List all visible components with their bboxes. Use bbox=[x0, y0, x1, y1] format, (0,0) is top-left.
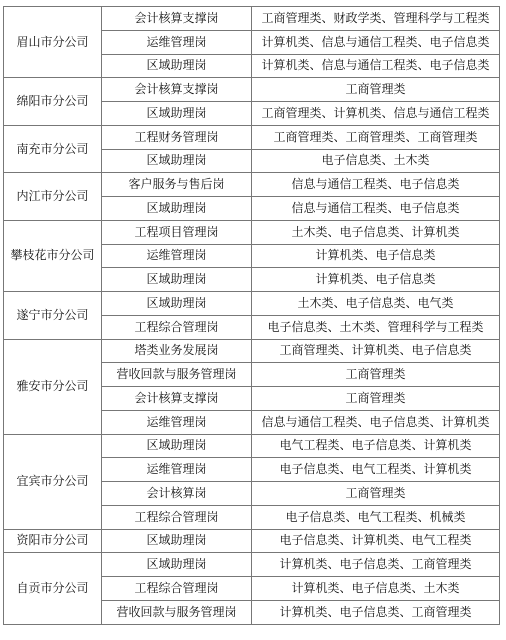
position-cell: 工程综合管理岗 bbox=[102, 577, 252, 601]
position-cell: 区域助理岗 bbox=[102, 434, 252, 458]
position-cell: 会计核算岗 bbox=[102, 482, 252, 506]
position-cell: 营收回款与服务管理岗 bbox=[102, 363, 252, 387]
position-cell: 区域助理岗 bbox=[102, 529, 252, 553]
majors-cell: 土木类、电子信息类、计算机类 bbox=[252, 220, 500, 244]
position-cell: 会计核算支撑岗 bbox=[102, 78, 252, 102]
majors-cell: 计算机类、信息与通信工程类、电子信息类 bbox=[252, 54, 500, 78]
table-row bbox=[4, 125, 500, 149]
majors-cell: 电子信息类、电气工程类、机械类 bbox=[252, 505, 500, 529]
majors-cell: 工商管理类、工商管理类、工商管理类 bbox=[252, 125, 500, 149]
position-cell: 区域助理岗 bbox=[102, 197, 252, 221]
majors-cell: 工商管理类、计算机类、电子信息类 bbox=[252, 339, 500, 363]
positions-table bbox=[3, 6, 500, 625]
position-cell: 塔类业务发展岗 bbox=[102, 339, 252, 363]
branch-name-cell: 攀枝花市分公司 bbox=[4, 220, 102, 291]
position-cell: 区域助理岗 bbox=[102, 553, 252, 577]
table-row bbox=[4, 173, 500, 197]
majors-cell: 土木类、电子信息类、电气类 bbox=[252, 292, 500, 316]
majors-cell: 工商管理类 bbox=[252, 387, 500, 411]
majors-cell: 计算机类、电子信息类、土木类 bbox=[252, 577, 500, 601]
majors-cell: 计算机类、电子信息类 bbox=[252, 268, 500, 292]
majors-cell: 计算机类、电子信息类 bbox=[252, 244, 500, 268]
majors-cell: 工商管理类 bbox=[252, 78, 500, 102]
majors-cell: 工商管理类、财政学类、管理科学与工程类 bbox=[252, 7, 500, 31]
branch-name-cell: 雅安市分公司 bbox=[4, 339, 102, 434]
branch-name-cell: 绵阳市分公司 bbox=[4, 78, 102, 126]
majors-cell: 工商管理类 bbox=[252, 482, 500, 506]
majors-cell: 电气工程类、电子信息类、计算机类 bbox=[252, 434, 500, 458]
branch-name-cell: 资阳市分公司 bbox=[4, 529, 102, 553]
majors-cell: 计算机类、电子信息类、工商管理类 bbox=[252, 553, 500, 577]
table-row bbox=[4, 434, 500, 458]
position-cell: 区域助理岗 bbox=[102, 268, 252, 292]
table-row bbox=[4, 529, 500, 553]
position-cell: 区域助理岗 bbox=[102, 54, 252, 78]
branch-name-cell: 宜宾市分公司 bbox=[4, 434, 102, 529]
position-cell: 客户服务与售后岗 bbox=[102, 173, 252, 197]
table-row bbox=[4, 292, 500, 316]
majors-cell: 工商管理类 bbox=[252, 363, 500, 387]
majors-cell: 工商管理类、计算机类、信息与通信工程类 bbox=[252, 102, 500, 126]
positions-table-body bbox=[4, 7, 500, 625]
majors-cell: 信息与通信工程类、电子信息类、计算机类 bbox=[252, 410, 500, 434]
majors-cell: 计算机类、信息与通信工程类、电子信息类 bbox=[252, 30, 500, 54]
position-cell: 工程综合管理岗 bbox=[102, 315, 252, 339]
majors-cell: 信息与通信工程类、电子信息类 bbox=[252, 197, 500, 221]
branch-name-cell: 自贡市分公司 bbox=[4, 553, 102, 624]
branch-name-cell: 南充市分公司 bbox=[4, 125, 102, 173]
position-cell: 区域助理岗 bbox=[102, 149, 252, 173]
position-cell: 运维管理岗 bbox=[102, 458, 252, 482]
position-cell: 运维管理岗 bbox=[102, 410, 252, 434]
majors-cell: 信息与通信工程类、电子信息类 bbox=[252, 173, 500, 197]
position-cell: 营收回款与服务管理岗 bbox=[102, 600, 252, 624]
majors-cell: 电子信息类、计算机类、电气工程类 bbox=[252, 529, 500, 553]
position-cell: 运维管理岗 bbox=[102, 244, 252, 268]
majors-cell: 电子信息类、电气工程类、计算机类 bbox=[252, 458, 500, 482]
majors-cell: 电子信息类、土木类 bbox=[252, 149, 500, 173]
position-cell: 区域助理岗 bbox=[102, 292, 252, 316]
position-cell: 会计核算支撑岗 bbox=[102, 7, 252, 31]
position-cell: 会计核算支撑岗 bbox=[102, 387, 252, 411]
majors-cell: 电子信息类、土木类、管理科学与工程类 bbox=[252, 315, 500, 339]
table-row bbox=[4, 7, 500, 31]
position-cell: 工程财务管理岗 bbox=[102, 125, 252, 149]
table-row bbox=[4, 553, 500, 577]
table-row bbox=[4, 220, 500, 244]
branch-name-cell: 内江市分公司 bbox=[4, 173, 102, 221]
table-row bbox=[4, 339, 500, 363]
position-cell: 运维管理岗 bbox=[102, 30, 252, 54]
position-cell: 工程综合管理岗 bbox=[102, 505, 252, 529]
position-cell: 区域助理岗 bbox=[102, 102, 252, 126]
majors-cell: 计算机类、电子信息类、工商管理类 bbox=[252, 600, 500, 624]
branch-name-cell: 眉山市分公司 bbox=[4, 7, 102, 78]
branch-name-cell: 遂宁市分公司 bbox=[4, 292, 102, 340]
position-cell: 工程项目管理岗 bbox=[102, 220, 252, 244]
table-row bbox=[4, 78, 500, 102]
